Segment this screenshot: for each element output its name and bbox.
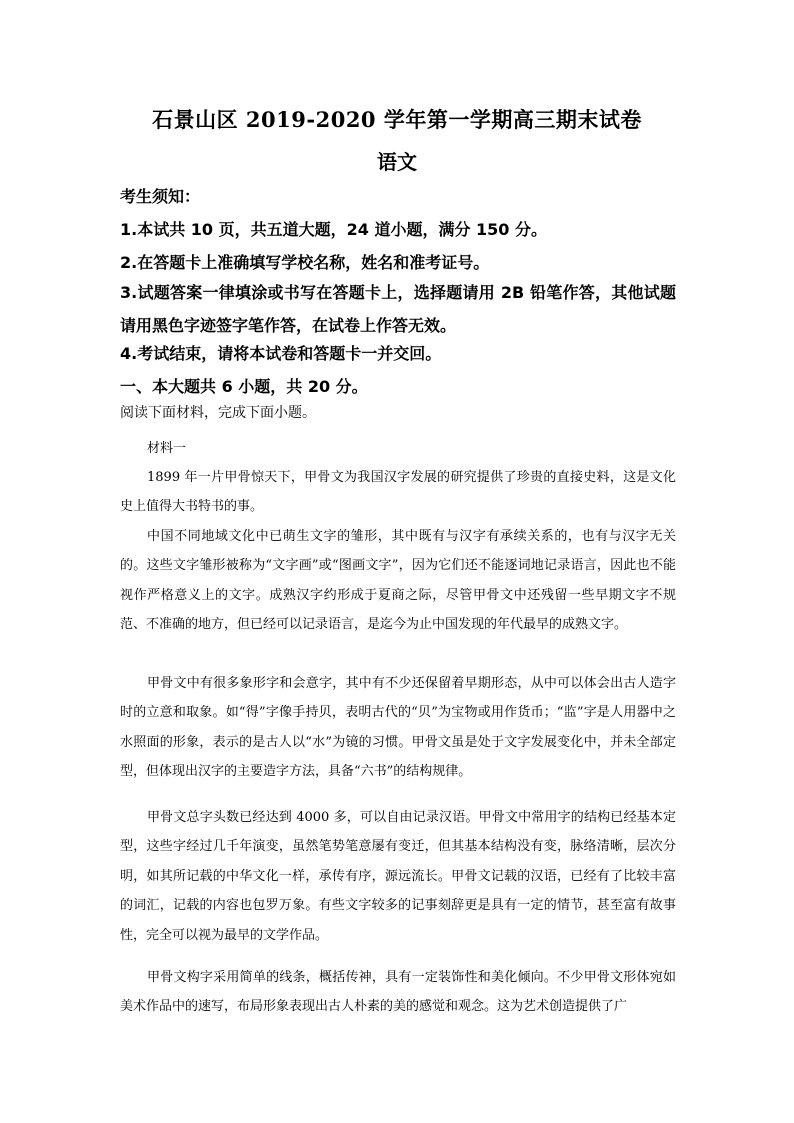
- subject-title: 语文: [377, 150, 417, 174]
- material-paragraph: 中国不同地域文化中已萌生文字的雏形，其中既有与汉字有承续关系的，也有与汉字无关的。这些文字雏形被称为“文字画”或“图画文字”，因为它们还不能逐词地记录语言，因此也不能视作严格意义上的文字。成熟汉字约形成于夏商之际，尽管甲骨文中还残留一些早期文字不规范、不准确的地方，但已经可以记录语言，是迄今为止中国发现的年代最早的成熟文字。: [120, 529, 676, 633]
- notice-heading: 考生须知：: [120, 187, 201, 206]
- notice-item: 3.试题答案一律填涂或书写在答题卡上，选择题请用 2B 铅笔作答，其他试题请用黑色字迹签字笔作答，在试卷上作答无效。: [120, 283, 676, 335]
- material-paragraph: 1899 年一片甲骨惊天下，甲骨文为我国汉字发展的研究提供了珍贵的直接史料，这是文化史上值得大书特书的事。: [120, 470, 676, 515]
- reading-instruction: 阅读下面材料，完成下面小题。: [120, 405, 316, 421]
- material-paragraph: 甲骨文中有很多象形字和会意字，其中有不少还保留着早期形态，从中可以体会出古人造字时的立意和取象。如“得”字像手持贝，表明古代的“贝”为宝物或用作货币；“监”字是人用器中之水照面的形象，表示的是古人以“水”为镜的习惯。甲骨文虽是处于文字发展变化中，并未全部定型，但体现出汉字的主要造字方法，具备“六书”的结构规律。: [120, 676, 676, 780]
- material-paragraph: 甲骨文构字采用简单的线条，概括传神，具有一定装饰性和美化倾向。不少甲骨文形体宛如美术作品中的速写，布局形象表现出古人朴素的美的感觉和观念。这为艺术创造提供了广: [120, 970, 676, 1015]
- exam-title: 石景山区 2019-2020 学年第一学期高三期末试卷: [152, 107, 642, 132]
- notice-item: 2.在答题卡上准确填写学校名称，姓名和准考证号。: [120, 253, 490, 272]
- material-label: 材料一: [147, 441, 187, 456]
- notice-item: 4.考试结束，请将本试卷和答题卡一并交回。: [120, 344, 442, 363]
- notice-item: 1.本试共 10 页，共五道大题，24 道小题，满分 150 分。: [120, 220, 547, 239]
- section-heading: 一、本大题共 6 小题，共 20 分。: [120, 377, 368, 396]
- material-paragraph: 甲骨文总字头数已经达到 4000 多，可以自由记录汉语。甲骨文中常用字的结构已经基本定型，这些字经过几千年演变，虽然笔势笔意屡有变迁，但其基本结构没有变，脉络清晰，层次分明，如其所记载的中华文化一样，承传有序，源远流长。甲骨文记载的汉语，已经有了比较丰富的词汇，记载的内容也包罗万象。有些文字较多的记事刻辞更是具有一定的情节，甚至富有故事性，完全可以视为最早的文学作品。: [120, 810, 676, 943]
